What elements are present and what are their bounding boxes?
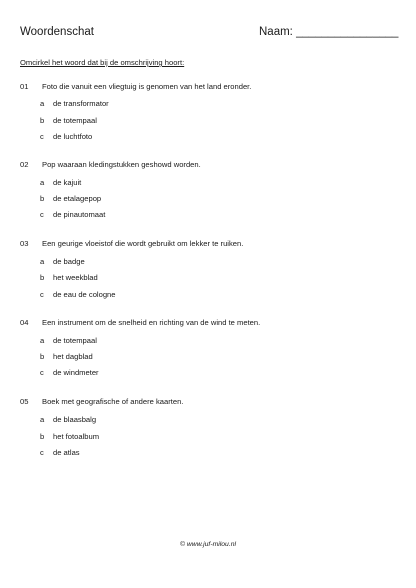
question-02	[20, 160, 400, 170]
option-c[interactable]	[40, 132, 92, 142]
option-letter: b	[40, 194, 45, 203]
option-text: de blaasbalg	[53, 415, 97, 424]
option-letter: c	[40, 132, 44, 141]
option-text: de eau de cologne	[53, 290, 116, 299]
question-number: 01	[20, 82, 29, 91]
name-field-label: Naam: ________________	[259, 26, 399, 38]
option-letter: b	[40, 432, 45, 441]
option-c[interactable]	[40, 210, 105, 220]
option-letter: b	[40, 273, 45, 282]
option-a[interactable]	[40, 415, 96, 425]
option-letter: c	[40, 368, 44, 377]
option-b[interactable]	[40, 194, 101, 204]
question-number: 03	[20, 239, 29, 248]
footer-copyright: © www.juf-milou.nl	[180, 541, 236, 548]
option-letter: c	[40, 290, 44, 299]
option-c[interactable]	[40, 290, 116, 300]
option-letter: a	[40, 415, 45, 424]
option-b[interactable]	[40, 352, 93, 362]
option-c[interactable]	[40, 448, 80, 458]
option-b[interactable]	[40, 273, 98, 283]
option-text: de luchtfoto	[53, 132, 93, 141]
option-text: de totempaal	[53, 116, 97, 125]
question-03	[20, 239, 400, 249]
option-letter: a	[40, 336, 45, 345]
option-letter: c	[40, 448, 44, 457]
option-a[interactable]	[40, 336, 97, 346]
option-text: de etalagepop	[53, 194, 102, 203]
instruction-text: Omcirkel het woord dat bij de omschrijving hoort:	[20, 58, 185, 67]
option-text: de kajuit	[53, 178, 82, 187]
option-letter: b	[40, 352, 45, 361]
option-letter: b	[40, 116, 45, 125]
option-text: de atlas	[53, 448, 80, 457]
question-number: 02	[20, 160, 29, 169]
page-title: Woordenschat	[20, 26, 94, 38]
option-text: de windmeter	[53, 368, 99, 377]
question-number: 04	[20, 318, 29, 327]
option-a[interactable]	[40, 99, 109, 109]
option-letter: c	[40, 210, 44, 219]
option-text: de pinautomaat	[53, 210, 106, 219]
question-04	[20, 318, 400, 328]
question-number: 05	[20, 397, 29, 406]
question-text: Foto die vanuit een vliegtuig is genomen van het land eronder.	[42, 82, 252, 91]
question-text: Boek met geografische of andere kaarten.	[42, 397, 184, 406]
option-text: de badge	[53, 257, 85, 266]
question-05	[20, 397, 400, 407]
question-01	[20, 82, 400, 92]
option-text: de totempaal	[53, 336, 97, 345]
option-letter: a	[40, 99, 45, 108]
option-text: de transformator	[53, 99, 109, 108]
option-b[interactable]	[40, 116, 97, 126]
question-text: Pop waaraan kledingstukken geshowd worden.	[42, 160, 201, 169]
question-text: Een instrument om de snelheid en richting van de wind te meten.	[42, 318, 261, 327]
option-c[interactable]	[40, 368, 99, 378]
option-b[interactable]	[40, 432, 99, 442]
question-text: Een geurige vloeistof die wordt gebruikt om lekker te ruiken.	[42, 239, 244, 248]
option-letter: a	[40, 257, 45, 266]
option-a[interactable]	[40, 257, 85, 267]
option-text: het weekblad	[53, 273, 98, 282]
option-text: het dagblad	[53, 352, 93, 361]
option-text: het fotoalbum	[53, 432, 100, 441]
option-letter: a	[40, 178, 45, 187]
option-a[interactable]	[40, 178, 81, 188]
